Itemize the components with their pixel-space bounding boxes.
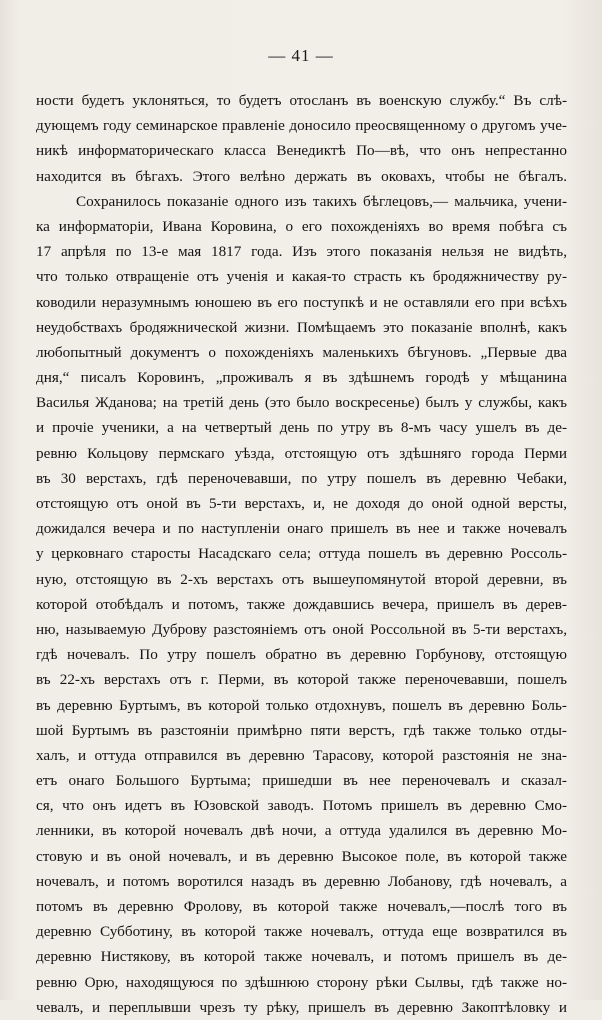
text-line: дожидался вечера и по наступленіи онаго пришелъ въ нее и также ночевалъ [36,520,567,538]
text-line: стовую и въ оной ночевалъ, и въ деревню Высокое поле, въ которой также [36,847,567,865]
text-line: деревню Субботину, въ которой также ночевалъ, оттуда еще возвратился въ [36,923,567,941]
text-line: ную, отстоящую въ 2-хъ верстахъ отъ вышеупомянутой второй деревни, въ [36,570,567,588]
text-line: дующемъ году семинарское правленіе доносило преосвященному о другомъ уче- [36,117,567,135]
text-line: ленники, въ которой ночевалъ двѣ ночи, а оттуда удалился въ деревню Мо- [36,822,567,840]
text-line: никѣ информаторическаго класса Венедиктѣ По—вѣ, что онъ непрестанно [36,142,567,160]
text-line: Василья Жданова; на третій день (это было воскресенье) былъ у службы, какъ [36,394,567,412]
text-line: деревню Нистякову, въ которой также ночевалъ, и потомъ пришелъ въ де- [36,948,567,966]
text-line: ню, называемую Дуброву разстояніемъ отъ оной Россольной въ 5-ти верстахъ, [36,620,567,638]
text-line: етъ онаго Большого Буртыма; пришедши въ нее переночевалъ и сказал- [36,772,567,790]
text-line: чевалъ, и переплывши чрезъ ту рѣку, пришелъ въ деревню Закоптѣловку и [36,998,567,1016]
text-line: ревню Орю, находящуюся по здѣшнюю сторону рѣки Сылвы, гдѣ также но- [36,973,567,991]
text-line: неудобствахъ бродяжнической жизни. Помѣщаемъ это показаніе вполнѣ, какъ [36,318,567,336]
text-line: ревню Кольцову пермскаго уѣзда, отстоящую отъ здѣшняго города Перми [36,444,567,462]
text-line: ся, что онъ идетъ въ Юзовской заводъ. Потомъ пришелъ въ деревню Смо- [36,797,567,815]
text-line: ночевалъ, и потомъ воротился назадъ въ деревню Лобанову, гдѣ ночевалъ, а [36,872,567,890]
text-line: у церковнаго старосты Насадскаго села; оттуда пошелъ въ деревню Россоль- [36,545,567,563]
text-line: дня,“ писалъ Коровинъ, „проживалъ я въ здѣшнемъ городѣ у мѣщанина [36,369,567,387]
text-line: ководили неразумнымъ юношею въ его поступкѣ и не оставляли его при всѣхъ [36,293,567,311]
text-line: которой отобѣдалъ и потомъ, также дождавшись вечера, пришелъ въ дерев- [36,595,567,613]
text-line: что только отвращеніе отъ ученія и какая-то страсть къ бродяжничеству ру- [36,268,567,286]
text-line: въ 30 верстахъ, гдѣ переночевавши, по утру пошелъ въ деревню Чебаки, [36,469,567,487]
text-line: въ 22-хъ верстахъ отъ г. Перми, въ которой также переночевавши, пошелъ [36,671,567,689]
text-line: отстоящую отъ оной въ 5-ти верстахъ, и, не доходя до оной одной версты, [36,495,567,512]
text-line: любопытный документъ о похожденіяхъ маленькихъ бѣгуновъ. „Первые два [36,343,567,361]
text-line: ка информаторіи, Ивана Коровина, о его похожденіяхъ во время побѣга съ [36,217,567,235]
text-line: гдѣ ночевалъ. По утру пошелъ обратно въ деревню Горбунову, отстоящую [36,646,567,664]
text-line: Сохранилось показаніе одного изъ такихъ бѣглецовъ,— мальчика, учени- [76,192,567,210]
text-line: 17 апрѣля по 13-е мая 1817 года. Изъ этого показанія нельзя не видѣть, [36,243,567,261]
text-line: въ деревню Буртымъ, въ которой только отдохнувъ, пошелъ въ деревню Боль- [36,696,567,714]
body-text [36,88,567,1020]
text-line: ности будетъ уклоняться, то будетъ отосланъ въ военскую службу.“ Въ слѣ- [36,92,567,109]
text-line: находится въ бѣгахъ. Этого велѣно держать въ оковахъ, чтобы не бѣгалъ. [36,167,567,185]
text-line: потомъ въ деревню Фролову, въ которой также ночевалъ,—послѣ того въ [36,898,567,915]
page-number: — 41 — [268,46,334,65]
text-line: халъ, и оттуда отправился въ деревню Тарасову, которой разстоянія не зна- [36,746,567,764]
text-line: шой Буртымъ въ разстояніи примѣрно пяти верстъ, гдѣ также только отды- [36,721,567,739]
text-line: и прочіе ученики, а на четвертый день по утру въ 8-мъ часу ушелъ въ де- [36,419,567,437]
